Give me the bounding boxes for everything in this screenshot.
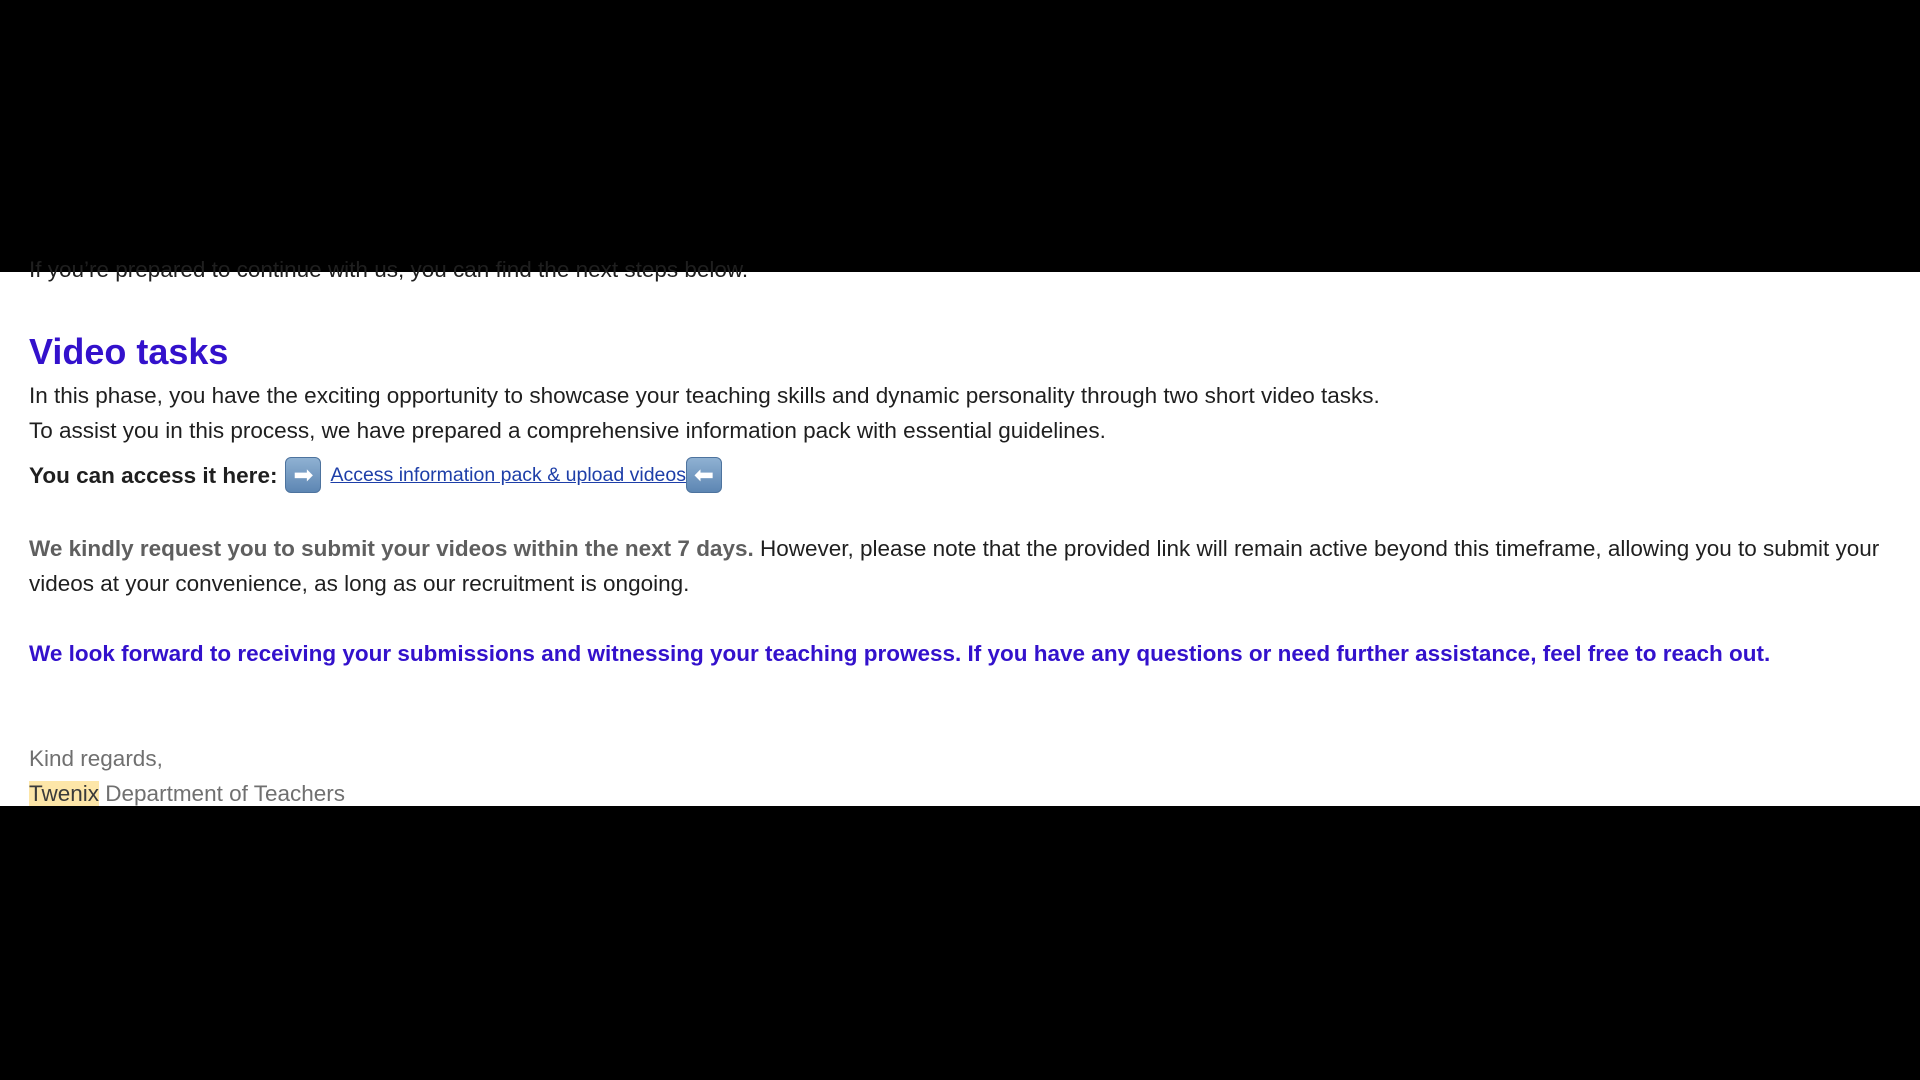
deadline-rest-text: However, please note that the provided link will remain active beyond this timeframe, allowing you to submit your videos at your convenience, as long as our recruitment is ongoing. [29,536,1880,596]
email-body [0,257,1920,806]
access-row [29,456,1909,494]
left-arrow-icon: ⬅ [686,457,722,493]
section-heading: Video tasks [29,331,229,372]
intro-line-2: To assist you in this process, we have prepared a comprehensive information pack with essential guidelines. [29,418,1106,443]
letterbox-top [0,0,1920,272]
deadline-paragraph [29,531,1909,601]
letterbox-bottom [0,806,1920,1080]
sign-off: Kind regards, [29,746,163,771]
deadline-bold-text: We kindly request you to submit your videos within the next 7 days. [29,536,754,561]
intro-line-1: In this phase, you have the exciting opportunity to showcase your teaching skills and dynamic personality through two short video tasks. [29,383,1380,408]
signature-company-highlight: Twenix [29,781,100,806]
signature-department: Department of Teachers [99,781,345,806]
previous-paragraph-line: If you’re prepared to continue with us, you can find the next steps below. [29,257,749,282]
right-arrow-icon: ➡ [285,457,321,493]
closing-paragraph: We look forward to receiving your submissions and witnessing your teaching prowess. If you have any questions or need further assistance, feel free to reach out. [29,641,1771,666]
access-label: You can access it here: [29,462,278,488]
email-content [29,252,1909,811]
access-info-pack-link[interactable]: Access information pack & upload videos [330,463,686,486]
